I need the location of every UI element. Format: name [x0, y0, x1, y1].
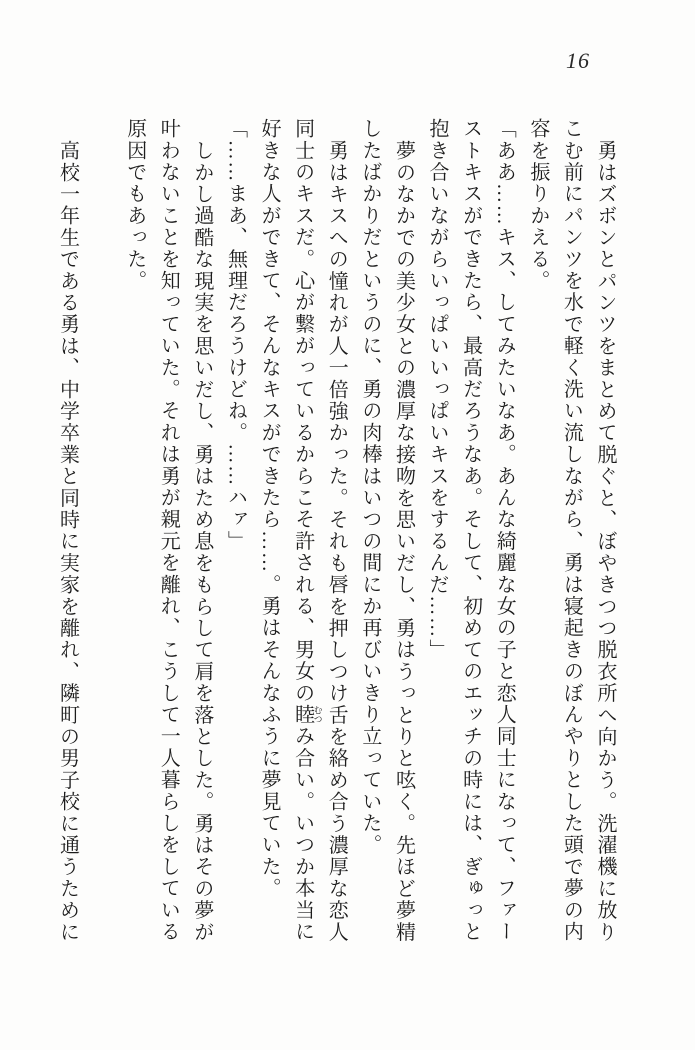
paragraph-narration-3-before: 勇はキスへの憧れが人一倍強かった。それも唇を押しつけ舌を絡め合う濃厚な恋人同士のキスだ。心が繋がっているからこそ許される、男女の [291, 118, 348, 943]
ruby-annotation [291, 703, 323, 726]
page-number: 16 [566, 48, 590, 73]
ruby-furigana: むつ [312, 703, 323, 726]
paragraph-narration-4: しかし過酷な現実を思いだし、勇はため息をもらして肩を落とした。勇はその夢が叶わないことを知っていた。それは勇が親元を離れ、こうして一人暮らしをしている原因でもあった。 [123, 118, 213, 943]
paragraph-narration-5: 高校一年生である勇は、中学卒業と同時に実家を離れ、隣町の男子校に通うために [56, 139, 79, 943]
vertical-text-block [50, 118, 621, 948]
paragraph-narration-3-after: み合い。いつか本当に好きな人ができて、そんなキスができたら……。勇はそんなふうに夢見ていた。 [258, 118, 314, 943]
ruby-base: 睦 [291, 703, 314, 726]
paragraph-narration-2: 夢のなかでの美少女との濃厚な接吻を思いだし、勇はうっとりと呟く。先ほど夢精したばかりだというのに、勇の肉棒はいつの間にか再びいきり立っていた。 [358, 118, 415, 943]
paragraph-narration-3 [251, 118, 352, 948]
paragraph-dialogue-2: 「……まあ、無理だろうけどね。……ハァ」 [224, 118, 247, 552]
paragraph-dialogue-1: 「ああ……キス、してみたいなあ。あんな綺麗な女の子と恋人同士になって、ファーストキスができたら、最高だろうなあ。そして、初めてのエッチの時には、ぎゅっと抱き合いながらいっぱいいっぱいキスをするんだ……」 [426, 118, 516, 943]
paragraph-narration-1: 勇はズボンとパンツをまとめて脱ぐと、ぼやきつつ脱衣所へ向かう。洗濯機に放りこむ前にパンツを水で軽く洗い流しながら、勇は寝起きのぼんやりとした頭で夢の内容を振りかえる。 [526, 118, 616, 943]
